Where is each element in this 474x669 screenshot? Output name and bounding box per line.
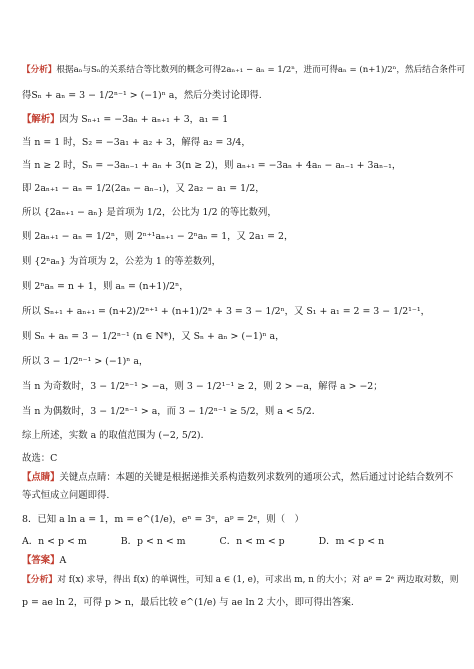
analysis2-tag: 【分析】 [22, 575, 58, 585]
comment-text: 关键点点睛：本题的关键是根据递推关系构造数列求数列的通项公式，然后通过讨论结合数列不 [59, 472, 454, 483]
solution-line-9: 所以 Sₙ₊₁ + aₙ₊₁ = (n+2)/2ⁿ⁺¹ + (n+1)/2ⁿ + 3 = 3 − 1/2ⁿ，又 S₁ + a₁ = 2 = 3 − 1/2¹⁻¹， [22, 306, 431, 317]
option-d: D．m < p < n [318, 536, 385, 547]
solution-line-8: 则 2ⁿaₙ = n + 1，则 aₙ = (n+1)/2ⁿ， [22, 281, 189, 292]
solution-line-15: 故选：C [22, 453, 58, 464]
solution-line-3: 当 n ≥ 2 时，Sₙ = −3aₙ₋₁ + aₙ + 3(n ≥ 2)，则 aₙ₊₁ = −3aₙ + 4aₙ − aₙ₋₁ + 3aₙ₋₁， [22, 160, 402, 171]
solution-line-14: 综上所述，实数 a 的取值范围为 (−2, 5/2)． [22, 430, 210, 441]
solution-line-11: 所以 3 − 1/2ⁿ⁻¹ > (−1)ⁿ a， [22, 356, 149, 367]
solution-line-2: 当 n = 1 时，S₂ = −3a₁ + a₂ + 3，解得 a₂ = 3/4， [22, 137, 251, 148]
question-stem: 8．已知 a ln a = 1，m = e^(1/e)，eⁿ = 3ᵉ，aᵖ = 2ᵉ，则（ ） [22, 514, 304, 525]
analysis-text: 根据aₙ与Sₙ的关系结合等比数列的概念可得2aₙ₊₁ − aₙ = 1/2ⁿ，进而可得aₙ = (n+1)/2ⁿ，然后结合条件可 [56, 65, 466, 75]
answer-value: A [59, 555, 67, 566]
comment-line-2: 等式恒成立问题即得. [22, 490, 110, 501]
solution-line-13: 当 n 为偶数时，3 − 1/2ⁿ⁻¹ > a，而 3 − 1/2ⁿ⁻¹ ≥ 5/2，则 a < 5/2． [22, 406, 322, 417]
solution-line-1 [22, 114, 228, 126]
analysis2-line-2: p = ae ln 2，可得 p > n，最后比较 e^(1/e) 与 ae ln 2 大小，即可得出答案. [22, 597, 354, 608]
option-c: C．n < m < p [219, 536, 285, 547]
solution-line-7: 则 {2ⁿaₙ} 为首项为 2，公差为 1 的等差数列， [22, 256, 222, 267]
analysis2-line-1 [22, 574, 459, 586]
answer-line [22, 555, 66, 567]
option-b: B．p < n < m [120, 536, 186, 547]
answer-tag: 【答案】 [22, 555, 60, 566]
solution-line-12: 当 n 为奇数时，3 − 1/2ⁿ⁻¹ > −a，则 3 − 1/2¹⁻¹ ≥ 2，则 2 > −a，解得 a > −2； [22, 381, 383, 392]
solution-line-5: 所以 {2aₙ₊₁ − aₙ} 是首项为 1/2，公比为 1/2 的等比数列， [22, 207, 277, 218]
analysis2-text: 对 f(x) 求导，得出 f(x) 的单调性，可知 a ∈ (1, e)，可求出 m, n 的大小；对 aᵖ = 2ᵉ 两边取对数，则 [57, 575, 459, 585]
question-options [22, 536, 384, 548]
comment-tag: 【点睛】 [22, 472, 60, 483]
solution-line-6: 则 2aₙ₊₁ − aₙ = 1/2ⁿ，则 2ⁿ⁺¹aₙ₊₁ − 2ⁿaₙ = 1，又 2a₁ = 2， [22, 231, 294, 242]
solution-line-4: 即 2aₙ₊₁ − aₙ = 1/2(2aₙ − aₙ₋₁)，又 2a₂ − a₁ = 1/2， [22, 183, 265, 194]
solution-line-10: 则 Sₙ + aₙ = 3 − 1/2ⁿ⁻¹ (n ∈ N*)，又 Sₙ + aₙ > (−1)ⁿ a， [22, 331, 285, 342]
analysis-tag: 【分析】 [22, 65, 57, 75]
comment-line-1 [22, 472, 453, 484]
analysis-line-1 [22, 64, 465, 76]
analysis-line-2: 得Sₙ + aₙ = 3 − 1/2ⁿ⁻¹ > (−1)ⁿ a，然后分类讨论即得. [22, 90, 262, 101]
solution-tag: 【解析】 [22, 114, 60, 125]
option-a: A．n < p < m [22, 536, 87, 547]
solution-text: 因为 Sₙ₊₁ = −3aₙ + aₙ₊₁ + 3，a₁ = 1 [59, 114, 229, 125]
